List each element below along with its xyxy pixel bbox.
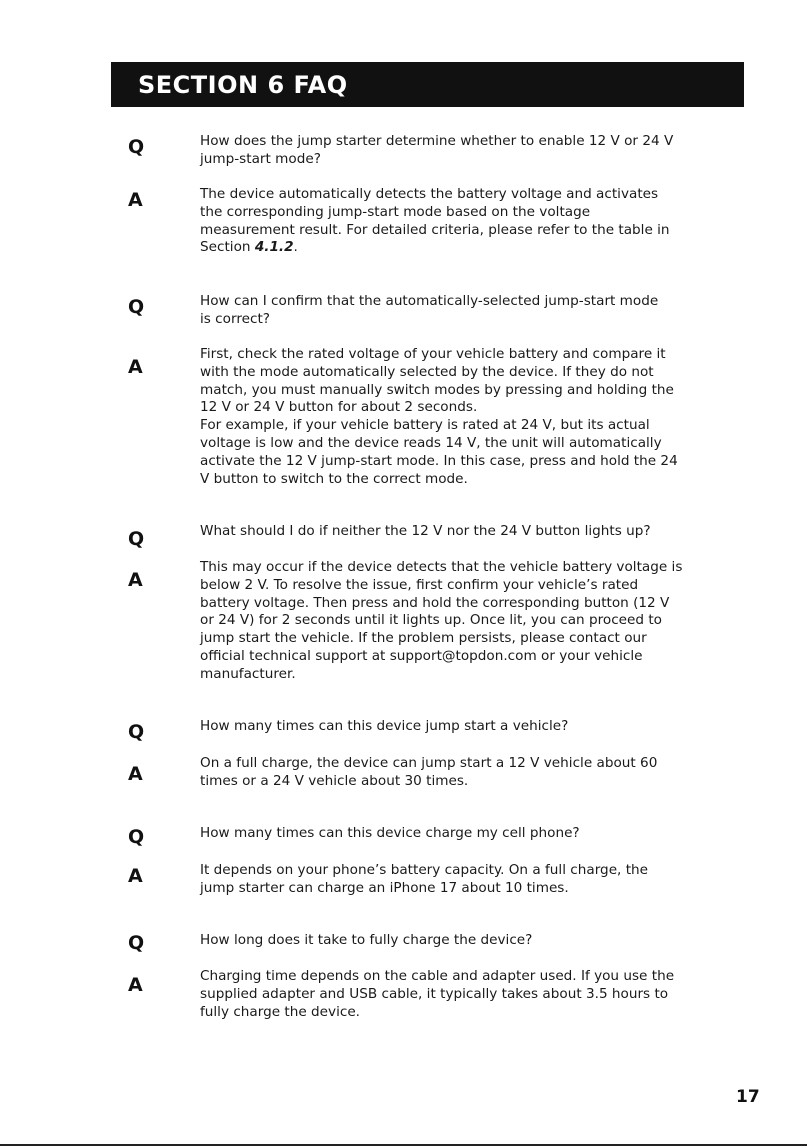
question-line: How does the jump starter determine whether to enable 12 V or 24 V — [200, 133, 674, 149]
section-title: SECTION 6 FAQ — [138, 71, 348, 99]
bottom-divider — [0, 1144, 807, 1146]
question-line: jump-start mode? — [200, 150, 321, 167]
question-line: How many times can this device jump start a vehicle? — [200, 718, 569, 734]
answer-line: On a full charge, the device can jump start a 12 V vehicle about 60 — [200, 755, 658, 771]
question-line: How long does it take to fully charge the device? — [200, 932, 533, 948]
faq-question — [200, 523, 750, 541]
answer-line: jump starter can charge an iPhone 17 about 10 times. — [200, 879, 569, 896]
page-number: 17 — [736, 1087, 760, 1107]
answer-line: below 2 V. To resolve the issue, first confirm your vehicle’s rated — [200, 576, 639, 593]
faq-answer — [200, 862, 750, 898]
answer-marker: A — [128, 356, 143, 378]
faq-answer — [200, 559, 750, 684]
question-marker: Q — [128, 296, 145, 318]
faq-answer — [200, 755, 750, 791]
faq-question — [200, 133, 750, 169]
answer-line: the corresponding jump-start mode based on the voltage — [200, 203, 591, 220]
section-reference: 4.1.2 — [254, 239, 294, 256]
answer-line: For example, if your vehicle battery is rated at 24 V, but its actual — [200, 417, 650, 434]
answer-line: V button to switch to the correct mode. — [200, 470, 468, 487]
question-line: is correct? — [200, 310, 270, 327]
faq-answer — [200, 968, 750, 1021]
reference-suffix: . — [293, 239, 298, 256]
answer-marker: A — [128, 865, 143, 887]
answer-line: activate the 12 V jump-start mode. In this case, press and hold the 24 — [200, 452, 678, 469]
answer-line: This may occur if the device detects that the vehicle battery voltage is — [200, 559, 683, 575]
question-line: How many times can this device charge my cell phone? — [200, 825, 580, 841]
answer-line: 12 V or 24 V button for about 2 seconds. — [200, 399, 478, 416]
answer-marker: A — [128, 189, 143, 211]
answer-line: or 24 V) for 2 seconds until it lights up. Once lit, you can proceed to — [200, 612, 662, 629]
answer-line: battery voltage. Then press and hold the corresponding button (12 V — [200, 594, 670, 611]
question-marker: Q — [128, 932, 145, 954]
answer-line: voltage is low and the device reads 14 V, the unit will automatically — [200, 434, 662, 451]
question-marker: Q — [128, 136, 145, 158]
faq-question — [200, 825, 750, 843]
answer-line: match, you must manually switch modes by pressing and holding the — [200, 381, 674, 398]
question-marker: Q — [128, 721, 145, 743]
answer-line: First, check the rated voltage of your vehicle battery and compare it — [200, 346, 666, 362]
answer-line: The device automatically detects the battery voltage and activates — [200, 186, 659, 202]
reference-prefix: Section — [200, 239, 255, 256]
answer-line-with-reference — [200, 239, 750, 257]
question-marker: Q — [128, 826, 145, 848]
answer-line: fully charge the device. — [200, 1003, 361, 1020]
answer-marker: A — [128, 763, 143, 785]
answer-line: manufacturer. — [200, 665, 296, 682]
answer-line: It depends on your phone’s battery capacity. On a full charge, the — [200, 862, 649, 878]
faq-answer — [200, 346, 750, 488]
faq-question — [200, 718, 750, 736]
answer-line: times or a 24 V vehicle about 30 times. — [200, 772, 469, 789]
answer-line: measurement result. For detailed criteria, please refer to the table in — [200, 221, 670, 238]
question-line: What should I do if neither the 12 V nor the 24 V button lights up? — [200, 523, 651, 539]
faq-question — [200, 293, 750, 329]
answer-marker: A — [128, 569, 143, 591]
question-marker: Q — [128, 528, 145, 550]
answer-line: jump start the vehicle. If the problem persists, please contact our — [200, 630, 647, 647]
answer-line: supplied adapter and USB cable, it typically takes about 3.5 hours to — [200, 985, 669, 1002]
faq-question — [200, 932, 750, 950]
answer-marker: A — [128, 974, 143, 996]
question-line: How can I confirm that the automatically-selected jump-start mode — [200, 293, 659, 309]
faq-answer — [200, 186, 750, 257]
section-header — [111, 62, 744, 107]
answer-line: with the mode automatically selected by the device. If they do not — [200, 363, 654, 380]
answer-line: official technical support at support@topdon.com or your vehicle — [200, 647, 643, 664]
answer-line: Charging time depends on the cable and adapter used. If you use the — [200, 968, 675, 984]
